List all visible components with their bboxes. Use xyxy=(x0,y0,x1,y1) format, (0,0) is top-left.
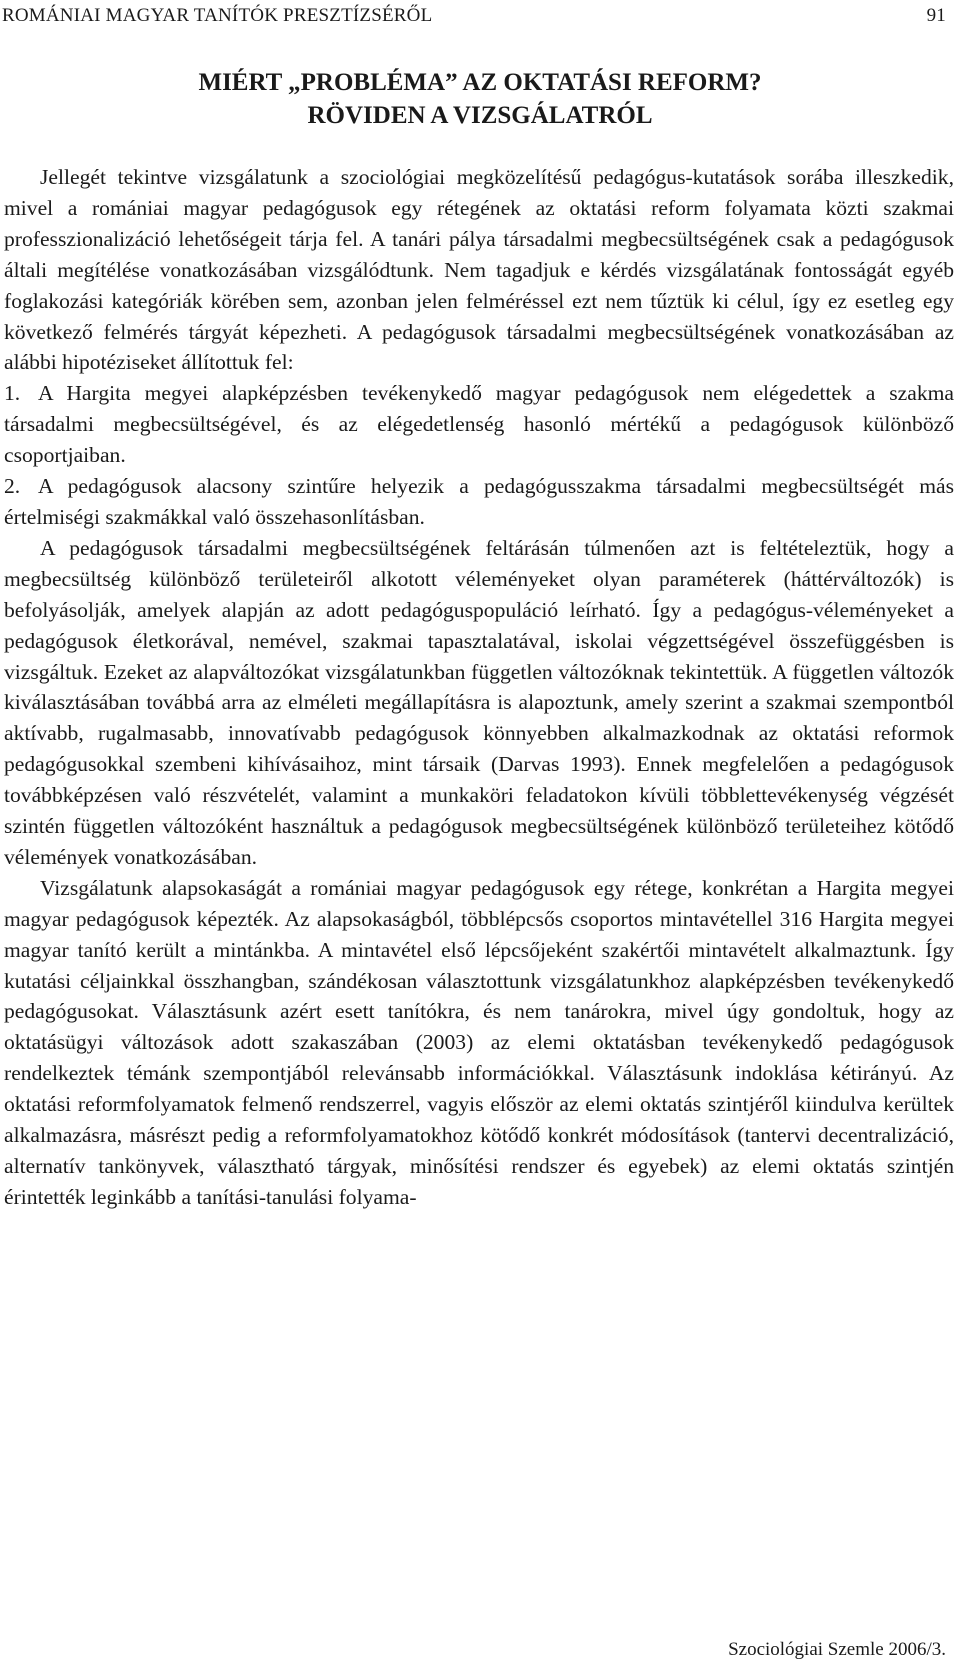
footer-journal: Szociológiai Szemle 2006/3. xyxy=(728,1639,946,1660)
hypothesis-2-number: 2. xyxy=(4,474,21,499)
body-text xyxy=(4,162,954,1213)
section-title-line-1: MIÉRT „PROBLÉMA” AZ OKTATÁSI REFORM? xyxy=(198,69,762,96)
section-title xyxy=(0,66,960,132)
paragraph-variables: A pedagógusok társadalmi megbecsültségének feltárásán túlmenően azt is feltételeztük, hogy a megbecsültség különböző területeiről alkotott véleményeket olyan paraméterek (háttérváltozók) is befolyásolják, amelyek alapján az adott pedagóguspopuláció leírható. Így a pedagógus-véleményeket a pedagógusok életkorával, nemével, szakmai tapasztalatával, iskolai végzettségével összefüggésben is vizsgáltuk. Ezeket az alapváltozókat vizsgálatunkban független változóknak tekintettük. A független változók kiválasztásában továbbá arra az elméleti megállapításra is alapoztunk, amely szerint a szakmai szempontból aktívabb, rugalmasabb, innovatívabb pedagógusok könnyebben alkalmazkodnak az oktatási reformok pedagógusokkal szembeni kihívásaihoz, mint társaik (Darvas 1993). Ennek megfelelően a pedagógusok továbbképzésen való részvételét, valamint a munkaköri feladatokon kívüli többlettevékenység végzését szintén független változóként használtuk a pedagógusok megbecsültségének különböző területeihez kötődő vélemények vonatkozásában. xyxy=(4,535,954,869)
running-head-title: ROMÁNIAI MAGYAR TANÍTÓK PRESZTÍZSÉRŐL xyxy=(2,5,433,26)
paragraph-sample: Vizsgálatunk alapsokaságát a romániai magyar pedagógusok egy rétege, konkrétan a Hargita megyei magyar pedagógusok képezték. Az alapsokaságból, többlépcsős csoportos mintavétellel 316 Hargita megyei magyar tanító került a mintánkba. A mintavétel első lépcsőjeként szakértői mintavételt alkalmaztunk. Így kutatási céljainkkal összhangban, szándékosan választottunk vizsgálatunkhoz alapképzésben tevékenykedő pedagógusokat. Választásunk azért esett tanítókra, és nem tanárokra, mivel úgy gondoltuk, hogy az oktatásügyi változások adott szakaszában (2003) az elemi oktatásban tevékenykedő pedagógusok rendelkeztek témánk szempontjából relevánsabb információkkal. Választásunk indoklása kétirányú. Az oktatási reformfolyamatok felmenő rendszerrel, vagyis először az elemi oktatás szintjéről kiindulva kerültek alkalmazásra, másrészt pedig a reformfolyamatokhoz kötődő konkrét módosítások (tantervi decentralizáció, alternatív tankönyvek, választható tárgyak, minősítési rendszer és egyebek) az elemi oktatás szintjén érintették leginkább a tanítási-tanulási folyama- xyxy=(4,875,954,1209)
hypothesis-1-number: 1. xyxy=(4,381,21,406)
hypothesis-2 xyxy=(4,471,954,533)
page-number: 91 xyxy=(926,5,946,26)
running-head xyxy=(2,2,946,30)
hypothesis-1-text: A Hargita megyei alapképzésben tevékenykedő magyar pedagógusok nem elégedettek a szakma társadalmi megbecsültségével, és az elégedetlenség hasonló mértékű a pedagógusok különböző csoportjaiban. xyxy=(4,381,954,468)
section-title-line-2: RÖVIDEN A VIZSGÁLATRÓL xyxy=(307,102,653,129)
paragraph-intro: Jellegét tekintve vizsgálatunk a szociológiai megközelítésű pedagógus-kutatások sorába illeszkedik, mivel a romániai magyar pedagógusok egy rétegének az oktatási reform folyamata közti szakmai professzionalizáció lehetőségeit tárja fel. A tanári pálya társadalmi megbecsültségének csak a pedagógusok általi megítélése vonatkozásában vizsgálódtunk. Nem tagadjuk e kérdés vizsgálatának fontosságát egyéb foglakozási kategóriák körében sem, azonban jelen felméréssel ezt nem tűztük ki célul, így ez esetleg egy következő felmérés tárgyát képezheti. A pedagógusok társadalmi megbecsültségének vonatkozásában az alábbi hipotéziseket állítottuk fel: xyxy=(4,165,954,375)
hypothesis-2-text: A pedagógusok alacsony szintűre helyezik a pedagógusszakma társadalmi megbecsültségét más értelmiségi szakmákkal való összehasonlításban. xyxy=(4,474,954,529)
hypothesis-1 xyxy=(4,378,954,471)
